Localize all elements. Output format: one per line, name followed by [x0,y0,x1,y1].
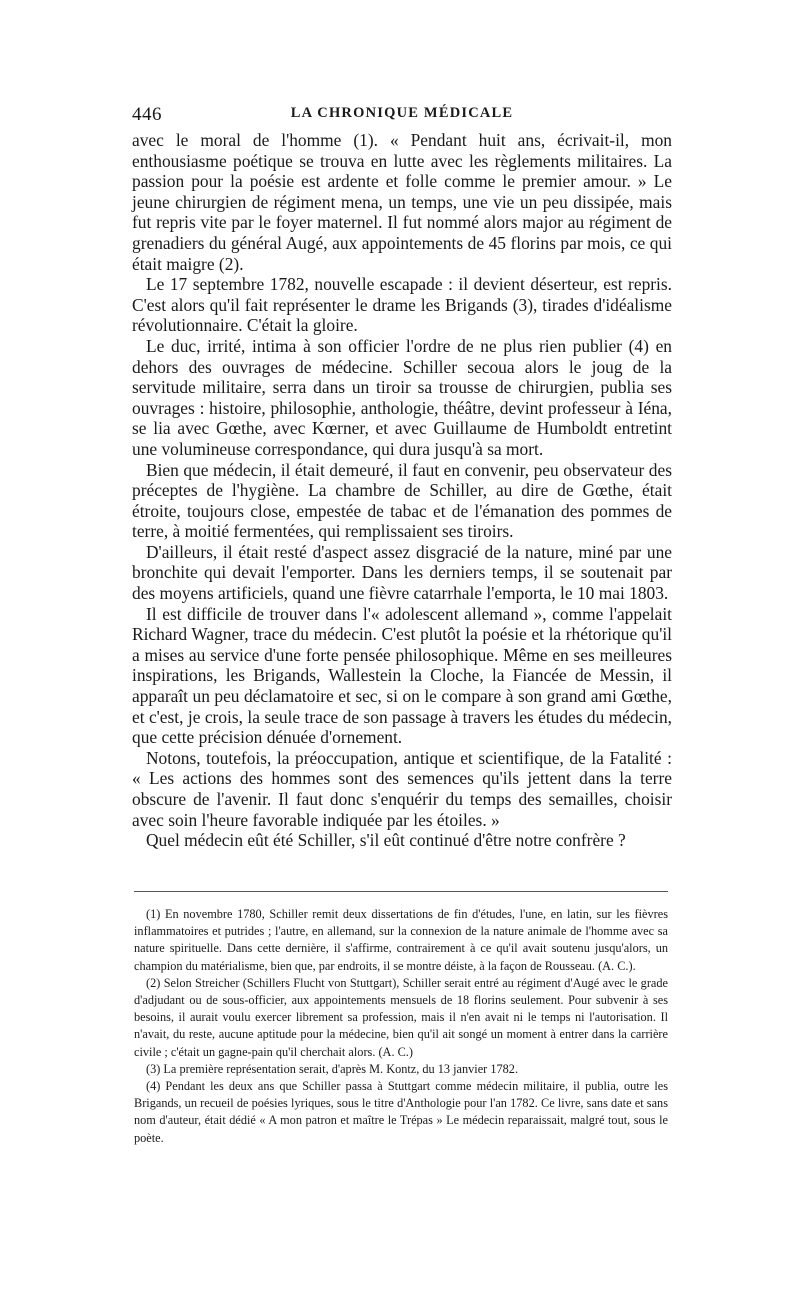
running-title: LA CHRONIQUE MÉDICALE [290,105,514,121]
main-text [132,130,672,851]
paragraph-4: Bien que médecin, il était demeuré, il faut en convenir, peu observateur des préceptes de l'hygiène. La chambre de Schiller, au dire de Gœthe, était étroite, toujours close, empestée de tabac et de l'émanation des pommes de terre, à moitié fermentées, qui remplissaient ses tiroirs. [132,459,672,542]
paragraph-2: Le 17 septembre 1782, nouvelle escapade : il devient déserteur, est repris. C'est alors qu'il fait représenter le drame les Brigands (3), tirades d'idéalisme révolutionnaire. C'était la gloire. [132,274,672,336]
footnote-4: (4) Pendant les deux ans que Schiller passa à Stuttgart comme médecin militaire, il publia, outre les Brigands, un recueil de poésies lyriques, sous le titre d'Anthologie pour l'an 1782. Ce livre, sans date et sans nom d'auteur, était dédié « A mon patron et maître le Trépas » Le médecin reparaissait, malgré tout, sous le poète. [134,1079,668,1145]
page-header [132,104,672,128]
footnote-3: (3) La première représentation serait, d'après M. Kontz, du 13 janvier 1782. [146,1061,519,1076]
footnotes [134,906,668,1147]
paragraph-5: D'ailleurs, il était resté d'aspect assez disgracié de la nature, miné par une bronchite qui devait l'emporter. Dans les derniers temps, il se soutenait par des moyens artificiels, quand une fièvre catarrhale l'emporta, le 10 mai 1803. [132,541,672,604]
page-number: 446 [132,104,162,125]
paragraph-7: Notons, toutefois, la préoccupation, antique et scientifique, de la Fatalité : « Les actions des hommes sont des semences qu'ils jettent dans la terre obscure de l'avenir. Il faut donc s'enquérir du temps des semailles, choisir avec soin l'heure favorable indiquée par les étoiles. » [132,747,672,830]
paragraph-1: avec le moral de l'homme (1). « Pendant huit ans, écrivait-il, mon enthousiasme poétique se trouva en lutte avec les règlements militaires. La passion pour la poésie est ardente et folle comme le premier amour. » Le jeune chirurgien de régiment mena, un temps, une vie un peu dissipée, mais fut repris vite par le foyer maternel. Il fut nommé alors major au régiment de grenadiers du général Augé, aux appointements de 45 florins par mois, ce qui était maigre (2). [132,130,672,274]
footnote-1: (1) En novembre 1780, Schiller remit deux dissertations de fin d'études, l'une, en latin, sur les fièvres inflammatoires et putrides ; l'autre, en allemand, sur la connexion de la nature animale de l'homme avec sa nature spirituelle. Dans cette dernière, il s'affirme, contrairement à ce qu'il avait soutenu jusqu'alors, un champion du matérialisme, bien que, par endroits, il se montre déiste, à la façon de Rousseau. (A. C.). [134,907,668,973]
paragraph-6: Il est difficile de trouver dans l'« adolescent allemand », comme l'appelait Richard Wagner, trace du médecin. C'est plutôt la poésie et la rhétorique qu'il a mises au service d'une forte pensée philosophique. Même en ses meilleures inspirations, les Brigands, Wallestein la Cloche, la Fiancée de Messin, il apparaît un peu déclamatoire et sec, si on le compare à son grand ami Gœthe, et c'est, je crois, la seule trace de son passage à travers les études du médecin, que cette précision dénuée d'ornement. [132,603,672,748]
paragraph-3: Le duc, irrité, intima à son officier l'ordre de ne plus rien publier (4) en dehors des ouvrages de médecine. Schiller secoua alors le joug de la servitude militaire, serra dans un tiroir sa trousse de chirurgien, publia ses ouvrages : histoire, philosophie, anthologie, théâtre, devint professeur à Iéna, se lia avec Gœthe, avec Kœrner, et avec Guillaume de Humboldt entretint une volumineuse correspondance, qui dura jusqu'à sa mort. [132,335,672,459]
footnote-2: (2) Selon Streicher (Schillers Flucht von Stuttgart), Schiller serait entré au régiment d'Augé avec le grade d'adjudant ou de sous-officier, aux appointements mensuels de 18 florins seulement. Pour subvenir à ses besoins, il aurait voulu exercer librement sa profession, mais il n'en avait ni le temps ni l'autorisation. Il n'avait, du reste, aucune aptitude pour la médecine, bien qu'il ait songé un moment à entrer dans la carrière civile ; c'était un gagne-pain qu'il cherchait alors. (A. C.) [134,975,668,1059]
footnote-divider [134,891,668,892]
paragraph-8: Quel médecin eût été Schiller, s'il eût continué d'être notre confrère ? [146,830,626,851]
